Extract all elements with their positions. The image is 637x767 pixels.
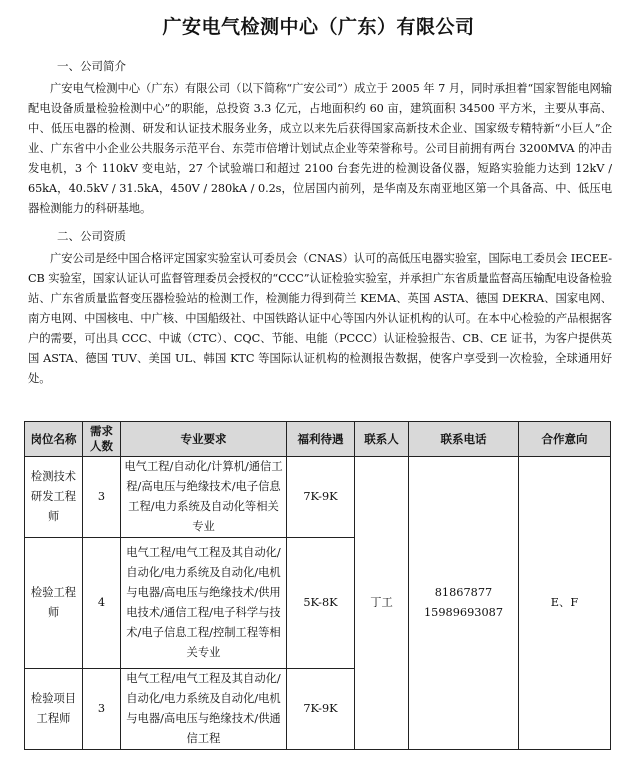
intent-cell: E、F [519, 457, 611, 750]
position-cell: 检验工程师 [25, 538, 83, 669]
major-cell: 电气工程/电气工程及其自动化/自动化/电力系统及自动化/电机与电器/高电压与绝缘技术/供通信工程 [121, 669, 287, 750]
count-cell: 3 [83, 669, 121, 750]
contact-cell: 丁工 [355, 457, 409, 750]
job-table [24, 421, 611, 750]
phone-cell [409, 457, 519, 750]
qualification-paragraph: 广安公司是经中国合格评定国家实验室认可委员会（CNAS）认可的高低压电器实验室，国际电工委员会 IECEE-CB 实验室，国家认证认可监督管理委员会授权的“CCC”认证检验实验室，并承担广东省质量监督高压输配电设备检验站、广东省质量监督变压器检验站的检测工作，检测能力得到荷兰 KEMA、英国 ASTA、德国 DEKRA、国家电网、南方电网、中国核电、中广核、中国船级社、中国铁路认证中心等国内外认证机构的认可。在本中心检验的产品根据客户的需要，可出具 CCC、中诚（CTC）、CQC、节能、电能（PCCC）认证检验报告、CB、CE 证书，为客户提供英国 ASTA、德国 TUV、美国 UL、韩国 KTC 等国际认证机构的检测报告数据，使客户享受到一次检验，全球通用好处。 [28, 252, 613, 385]
table-header-row [25, 422, 611, 457]
section-heading-qualification: 二、公司资质 [57, 229, 126, 243]
header-salary: 福利待遇 [287, 422, 355, 457]
header-count: 需求人数 [83, 422, 121, 457]
major-cell: 电气工程/电气工程及其自动化/自动化/电力系统及自动化/电机与电器/高电压与绝缘技术/供用电技术/通信工程/电子科学与技术/电子信息工程/控制工程等相关专业 [121, 538, 287, 669]
count-cell: 4 [83, 538, 121, 669]
major-cell: 电气工程/自动化/计算机/通信工程/高电压与绝缘技术/电子信息工程/电力系统及自动化等相关专业 [121, 457, 287, 538]
header-major: 专业要求 [121, 422, 287, 457]
table-row [25, 457, 611, 538]
page-title: 广安电气检测中心（广东）有限公司 [162, 16, 475, 38]
count-cell: 3 [83, 457, 121, 538]
position-cell: 检验项目工程师 [25, 669, 83, 750]
salary-cell: 7K-9K [287, 669, 355, 750]
header-position: 岗位名称 [25, 422, 83, 457]
header-intent: 合作意向 [519, 422, 611, 457]
section-heading-intro: 一、公司简介 [57, 59, 126, 73]
salary-cell: 5K-8K [287, 538, 355, 669]
salary-cell: 7K-9K [287, 457, 355, 538]
header-phone: 联系电话 [409, 422, 519, 457]
header-contact: 联系人 [355, 422, 409, 457]
position-cell: 检测技术研发工程师 [25, 457, 83, 538]
phone-landline: 81867877 [434, 586, 493, 599]
intro-paragraph: 广安电气检测中心（广东）有限公司（以下简称“广安公司”）成立于 2005 年 7 月，同时承担着“国家智能电网输配电设备质量检验检测中心”的职能，总投资 3.3 亿元，占地面积约 60 亩，建筑面积 34500 平方米，主要从事高、中、低压电器的检测、研发和认证技术服务业务，成立以来先后获得国家高新技术企业、国家级专精特新“小巨人”企业、广东省中小企业公共服务示范平台、东莞市倍增计划试点企业等荣誉称号。公司目前拥有两台 3200MVA 的冲击发电机，3 个 110kV 变电站，27 个试验端口和超过 2100 台套先进的检测设备仪器，短路实验能力达到 12kV / 65kA，40.5kV / 31.5kA，450V / 280kA / 0.2s，位居国内前列，是华南及东南亚地区第一个具备高、中、低压电器检测能力的科研基地。 [28, 82, 612, 215]
phone-mobile: 15989693087 [423, 606, 504, 619]
